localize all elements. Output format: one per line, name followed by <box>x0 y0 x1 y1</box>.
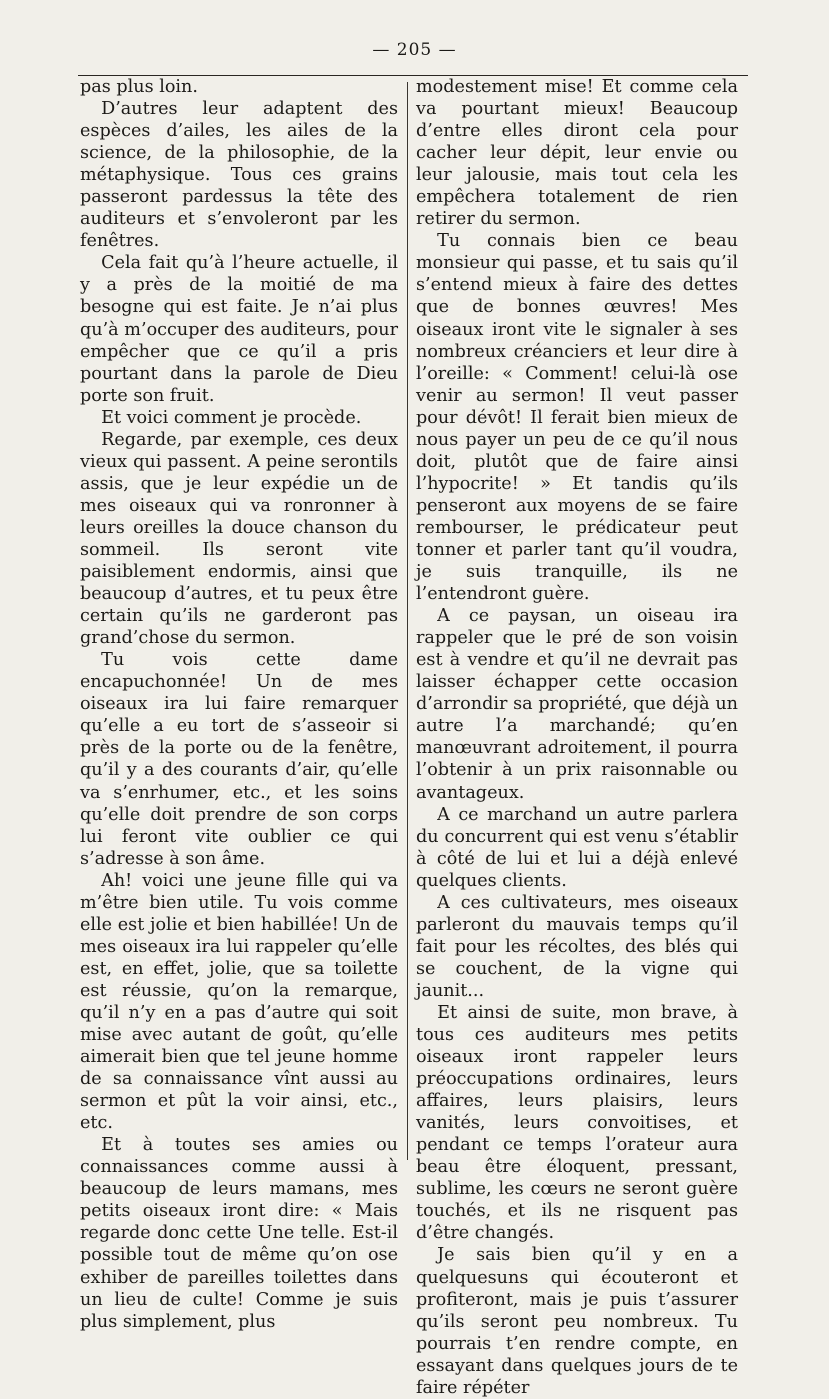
paragraph: Tu vois cette dame encapuchonnée! Un de mes oiseaux ira lui faire remarquer qu’elle a eu tort de s’asseoir si près de la porte ou de la fenêtre, qu’il y a des courants d’air, qu’elle va s’enrhumer, etc., et les soins qu’elle doit prendre de son corps lui feront vite oublier ce qui s’adresse à son âme. <box>80 650 398 869</box>
paragraph: D’autres leur adaptent des espèces d’ailes, les ailes de la science, de la philosophie, de la métaphysique. Tous ces grains passeront pardessus la tête des auditeurs et s’envoleront par les fenêtres. <box>80 99 398 252</box>
right-column <box>416 76 738 1399</box>
paragraph: Et ainsi de suite, mon brave, à tous ces auditeurs mes petits oiseaux iront rappeler leurs préoccupations ordinaires, leurs affaires, leurs plaisirs, leurs vanités, leurs convoitises, et pendant ce temps l’orateur aura beau être éloquent, pressant, sublime, les cœurs ne seront guère touchés, et ils ne risquent pas d’être changés. <box>416 1002 738 1244</box>
paragraph: A ce marchand un autre parlera du concurrent qui est venu s’établir à côté de lui et lui a déjà enlevé quelques clients. <box>416 804 738 891</box>
column-divider <box>407 82 408 1160</box>
paragraph: Cela fait qu’à l’heure actuelle, il y a près de la moitié de ma besogne qui est faite. Je n’ai plus qu’à m’occuper des auditeurs, pour empêcher que ce qu’il a pris pourtant dans la parole de Dieu porte son fruit. <box>80 253 398 406</box>
paragraph: Et voici comment je procède. <box>101 407 362 428</box>
paragraph: A ces cultivateurs, mes oiseaux parleront du mauvais temps qu’il fait pour les récoltes, des blés qui se couchent, de la vigne qui jaunit... <box>416 892 738 1001</box>
paragraph: A ce paysan, un oiseau ira rappeler que le pré de son voisin est à vendre et qu’il ne devrait pas laisser échapper cette occasion d’arrondir sa propriété, que déjà un autre l’a marchandé; qu’en manœuvrant adroitement, il pourra l’obtenir à un prix raisonnable ou avantageux. <box>416 606 738 803</box>
paragraph: Et à toutes ses amies ou connaissances comme aussi à beaucoup de leurs mamans, mes petits oiseaux iront dire: « Mais regarde donc cette Une telle. Est-il possible tout de même qu’on ose exhiber de pareilles toilettes dans un lieu de culte! Comme je suis plus simplement, plus <box>80 1135 398 1332</box>
paragraph: Regarde, par exemple, ces deux vieux qui passent. A peine serontils assis, que je leur expédie un de mes oiseaux qui va ronronner à leurs oreilles la douce chanson du sommeil. Ils seront vite paisiblement endormis, ainsi que beaucoup d’autres, et tu peux être certain qu’ils ne garderont pas grand’chose du sermon. <box>80 429 398 649</box>
paragraph: Ah! voici une jeune fille qui va m’être bien utile. Tu vois comme elle est jolie et bien habillée! Un de mes oiseaux ira lui rappeler qu’elle est, en effet, jolie, que sa toilette est réussie, qu’on la remarque, qu’il n’y en a pas d’autre qui soit mise avec autant de goût, qu’elle aimerait bien que tel jeune homme de sa connaissance vînt aussi au sermon et pût la voir ainsi, etc., etc. <box>80 870 398 1134</box>
left-column <box>80 76 398 1333</box>
paragraph: modestement mise! Et comme cela va pourtant mieux! Beaucoup d’entre elles diront cela pour cacher leur dépit, leur envie ou leur jalousie, mais tout cela les empêchera totalement de rien retirer du sermon. <box>416 77 738 230</box>
paragraph: Tu connais bien ce beau monsieur qui passe, et tu sais qu’il s’entend mieux à faire des dettes que de bonnes œuvres! Mes oiseaux iront vite le signaler à ses nombreux créanciers et leur dire à l’oreille: « Comment! celui-là ose venir au sermon! Il veut passer pour dévôt! Il ferait bien mieux de nous payer un peu de ce qu’il nous doit, plutôt que de faire ainsi l’hypocrite! » Et tandis qu’ils penseront aux moyens de se faire rembourser, le prédicateur peut tonner et parler tant qu’il voudra, je suis tranquille, ils ne l’entendront guère. <box>416 231 738 605</box>
paragraph: Je sais bien qu’il y en a quelquesuns qui écouteront et profiteront, mais je puis t’assurer qu’ils seront peu nombreux. Tu pourrais t’en rendre compte, en essayant dans quelques jours de te faire répéter <box>416 1245 738 1398</box>
page-number: — 205 — <box>372 40 457 60</box>
paragraph: pas plus loin. <box>80 77 198 97</box>
